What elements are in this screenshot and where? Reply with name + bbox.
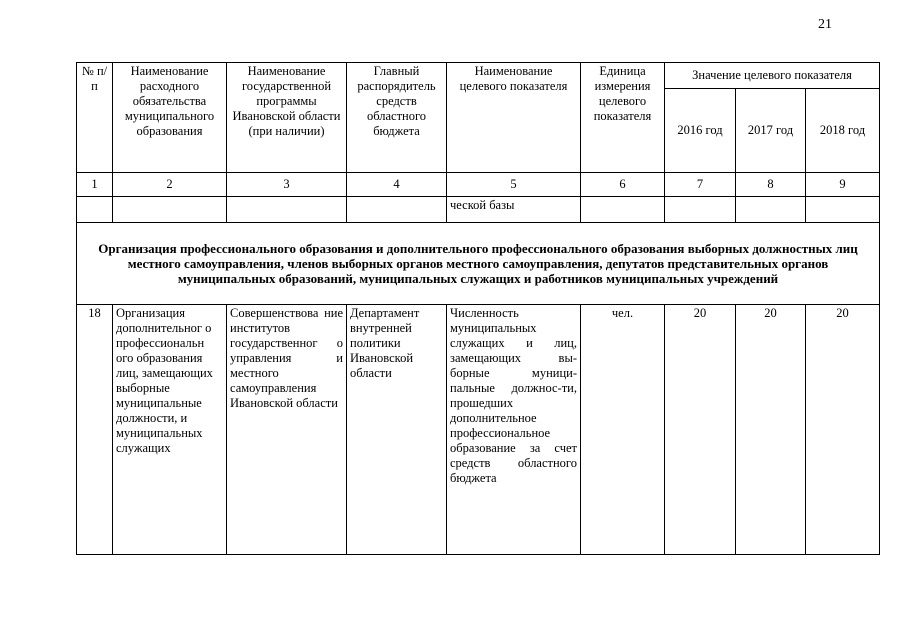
continuation-text: ческой базы <box>447 197 581 223</box>
header-program: Наименование государственной программы Ивановской области (при наличии) <box>227 63 347 173</box>
empty-cell <box>347 197 447 223</box>
empty-cell <box>581 197 665 223</box>
numbering-cell: 7 <box>665 173 736 197</box>
continuation-row <box>77 197 880 223</box>
empty-cell <box>806 197 880 223</box>
header-row <box>77 63 880 89</box>
row-manager: Департамент внутренней политики Ивановской области <box>347 305 447 555</box>
row-value-2017: 20 <box>736 305 806 555</box>
target-indicators-table <box>76 62 880 555</box>
header-manager: Главный распорядитель средств областного бюджета <box>347 63 447 173</box>
numbering-cell: 1 <box>77 173 113 197</box>
empty-cell <box>227 197 347 223</box>
header-num: № п/п <box>77 63 113 173</box>
row-value-2016: 20 <box>665 305 736 555</box>
numbering-row <box>77 173 880 197</box>
numbering-cell: 5 <box>447 173 581 197</box>
empty-cell <box>736 197 806 223</box>
empty-cell <box>665 197 736 223</box>
row-program: Совершенствова ние институтов государственног о управления и местного самоуправления Ивановской области <box>227 305 347 555</box>
header-indicator: Наименование целевого показателя <box>447 63 581 173</box>
header-unit: Единица измерения целевого показателя <box>581 63 665 173</box>
section-title: Организация профессионального образования и дополнительного профессионального образования выборных должностных лиц местного самоуправления, членов выборных органов местного самоуправления, депутатов представительных органов муниципальных образований, муниципальных служащих и работников муниципальных учреждений <box>77 223 880 305</box>
numbering-cell: 6 <box>581 173 665 197</box>
numbering-cell: 4 <box>347 173 447 197</box>
numbering-cell: 9 <box>806 173 880 197</box>
page-number: 21 <box>818 17 832 32</box>
header-values-group: Значение целевого показателя <box>665 63 880 89</box>
row-num: 18 <box>77 305 113 555</box>
header-year-2016: 2016 год <box>665 89 736 173</box>
header-year-2017: 2017 год <box>736 89 806 173</box>
table-row <box>77 305 880 555</box>
numbering-cell: 2 <box>113 173 227 197</box>
numbering-cell: 8 <box>736 173 806 197</box>
header-year-2018: 2018 год <box>806 89 880 173</box>
header-obligation: Наименование расходного обязательства муниципального образования <box>113 63 227 173</box>
empty-cell <box>113 197 227 223</box>
row-unit: чел. <box>581 305 665 555</box>
empty-cell <box>77 197 113 223</box>
section-row <box>77 223 880 305</box>
row-obligation: Организация дополнительног о профессиональн ого образования лиц, замещающих выборные муниципальные должности, и муниципальных служащих <box>113 305 227 555</box>
row-indicator: Численность муниципальных служащих и лиц, замещающих вы-борные муници-пальные должнос-ти, прошедших дополнительное профессиональное образование за счет средств областного бюджета <box>447 305 581 555</box>
numbering-cell: 3 <box>227 173 347 197</box>
row-value-2018: 20 <box>806 305 880 555</box>
